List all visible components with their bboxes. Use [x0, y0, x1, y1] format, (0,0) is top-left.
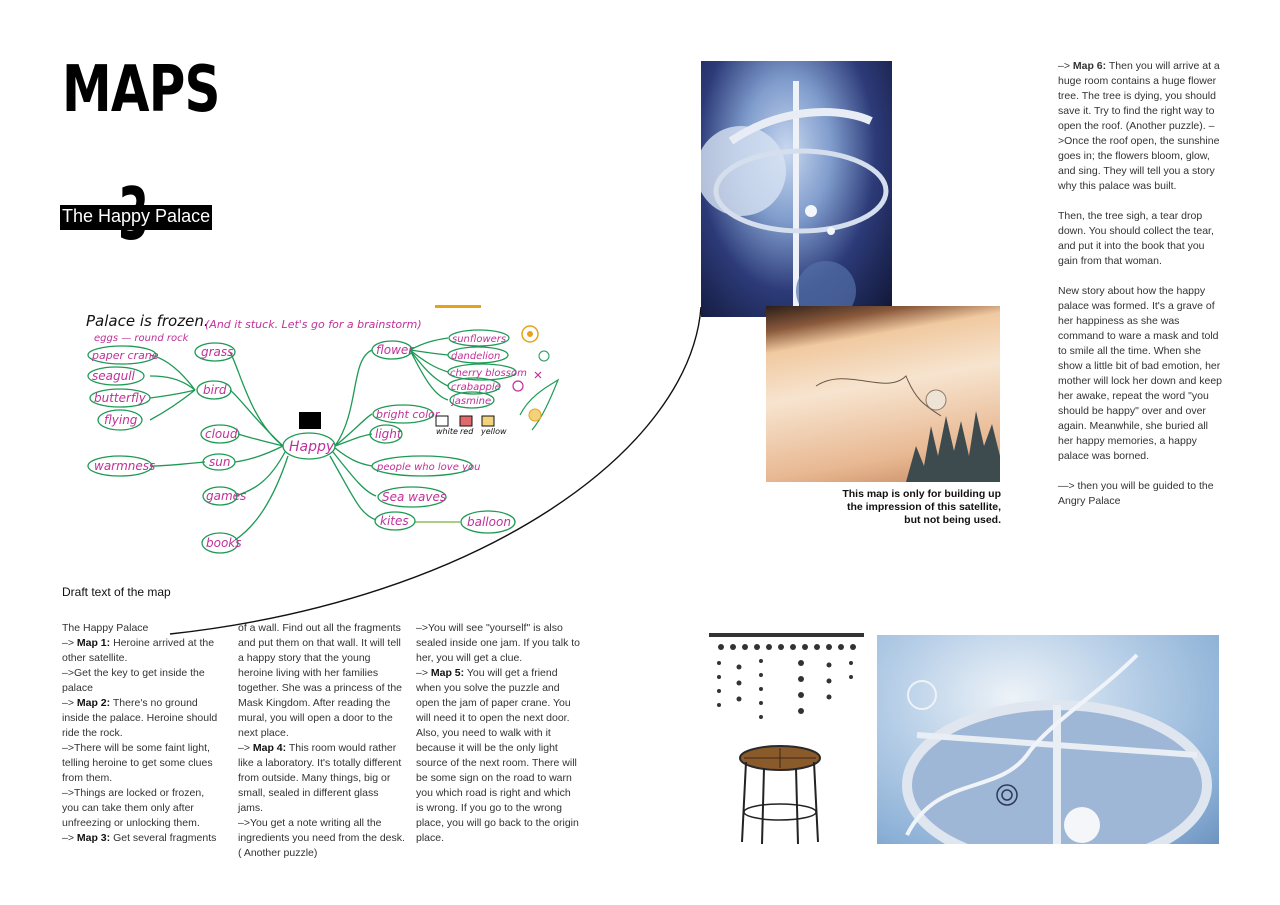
mindmap-node: balloon: [467, 515, 511, 529]
mindmap-node: kites: [380, 514, 409, 528]
mindmap-node: cherry blossom: [450, 368, 527, 379]
draft-paragraph: –>You get a note writing all the ingredients you need from the desk. ( Another puzzle): [238, 817, 405, 859]
draft-column-3: [416, 621, 581, 846]
draft-column-1: [62, 621, 222, 846]
symbols-sheet-image: [709, 633, 864, 725]
draft-paragraph: of a wall. Find out all the fragments and put them on that wall. It will tell a happy story that the young heroine living with her families together. She was a princess of the Mask Kingdom. After reading the mural, you will open a door to the next place.: [238, 622, 403, 739]
mindmap-node: sunflowers: [452, 334, 507, 345]
mindmap-node: sun: [209, 455, 231, 469]
draft-column-2: [238, 621, 406, 861]
table-image: [736, 744, 824, 846]
color-swatch-label: red: [460, 427, 474, 436]
mindmap-node: Sea waves: [382, 490, 447, 504]
mindmap-node: games: [206, 489, 247, 503]
color-swatch-label: white: [436, 427, 458, 436]
mindmap-node: bird: [203, 383, 227, 397]
mindmap-node: grass: [201, 345, 234, 359]
mindmap-node: people who love you: [377, 462, 481, 473]
color-swatch-label: yellow: [481, 427, 507, 436]
mindmap-header-note: (And it stuck. Let's go for a brainstorm): [205, 318, 422, 331]
page-title: MAPS: [62, 53, 220, 127]
mindmap-node: flying: [104, 413, 138, 427]
mindmap-node: butterfly: [94, 391, 146, 405]
compass-artwork-image: [877, 635, 1219, 844]
right-text-column: [1058, 59, 1226, 524]
mindmap-node: light: [375, 427, 402, 441]
draft-paragraph: –>Get the key to get inside the palace: [62, 667, 205, 694]
mindmap-node: flower: [376, 343, 414, 357]
planet-horizon-image: [766, 306, 1000, 482]
draft-paragraph: –> Map 3: Get several fragments: [62, 832, 217, 844]
mindmap-node: seagull: [92, 369, 135, 383]
draft-paragraph: –> Map 5: You will get a friend when you solve the puzzle and open the jam of paper crane. You will need it to open the next door. Also, you need to walk with it because it will be the only light source of the next room. There will be some sign on the road to warn you which road is right and which is wrong. If you go to the wrong place, you will go back to the origin place.: [416, 667, 579, 844]
image-caption: This map is only for building up the impression of this satellite, but not being used.: [842, 488, 1001, 526]
mindmap-node: books: [206, 536, 242, 550]
mindmap-header: Palace is frozen.: [86, 312, 209, 330]
draft-paragraph: –> Map 2: There's no ground inside the palace. Heroine should ride the rock.: [62, 697, 218, 739]
draft-paragraph: –>Things are locked or frozen, you can take them only after unfreezing or unlocking them.: [62, 787, 205, 829]
mindmap-center-label: Happy: [289, 439, 335, 455]
draft-paragraph: The Happy Palace: [62, 622, 149, 634]
mindmap-node: jasmine: [452, 396, 492, 407]
mindmap-node: crabapple: [451, 382, 501, 393]
right-paragraph: New story about how the happy palace was formed. It's a grave of her happiness as she was command to ware a mask and told to smile all the time. When she show a little bit of bad emotion, her mother will lock her down and keep her awake, repeat the word "you should be happy" over and over again. Meanwhile, she buried all her happy memories, a happy palace was borned.: [1058, 285, 1223, 462]
chapter-title: The Happy Palace: [60, 205, 212, 230]
right-paragraph: Then, the tree sigh, a tear drop down. You should collect the tear, and put it into the book that you gain from that woman.: [1058, 210, 1214, 267]
draft-paragraph: –>There will be some faint light, telling heroine to get some clues from them.: [62, 742, 213, 784]
mindmap-node: eggs — round rock: [94, 333, 189, 344]
mindmap-node: paper crane: [92, 349, 159, 362]
mindmap-node: bright color: [376, 408, 440, 421]
draft-heading: Draft text of the map: [62, 585, 171, 599]
mindmap-node: cloud: [205, 427, 238, 441]
right-paragraph: –> Map 6: Then you will arrive at a huge room contains a huge flower tree. The tree is dying, you should save it. Try to find the right way to open the roof. (Another puzzle). –>Once the roof open, the sunshine goes in; the flowers bloom, glow, and sing. They will tell you a story why this palace was built.: [1058, 60, 1220, 192]
draft-paragraph: –> Map 1: Heroine arrived at the other satellite.: [62, 637, 215, 664]
mindmap-node: warmness: [94, 459, 156, 473]
right-paragraph: —> then you will be guided to the Angry Palace: [1058, 480, 1214, 507]
mindmap-node: dandelion: [451, 351, 501, 362]
satellite-artwork-image: [701, 61, 892, 317]
draft-paragraph: –>You will see "yourself" is also sealed inside one jam. If you talk to her, you will get a clue.: [416, 622, 581, 664]
draft-paragraph: –> Map 4: This room would rather like a laboratory. It's totally different from outside. Many things, big or small, sealed in different glass jams.: [238, 742, 402, 814]
